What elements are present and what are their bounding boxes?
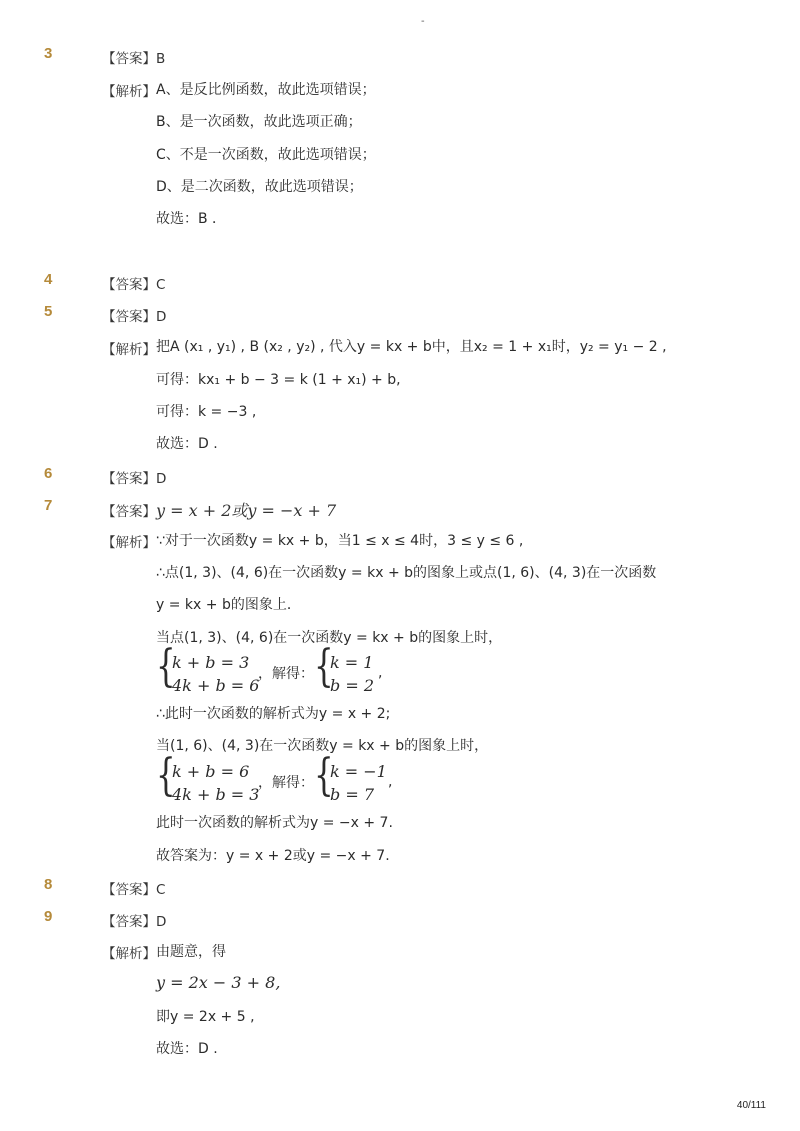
answer-label: 【答案】 (102, 309, 156, 325)
answer-value: y = x + 2或y = −x + 7 (156, 501, 337, 520)
system2-eq1: k + b = 6 (172, 762, 250, 781)
answer-value: D (156, 914, 167, 930)
system2-eq2: 4k + b = 3 (172, 785, 260, 804)
question-number-9: 9 (44, 908, 53, 925)
question-number-4: 4 (44, 271, 53, 288)
q3-analysis-line-2: B、是一次函数，故此选项正确； (156, 114, 362, 130)
q9-analysis-line-1: 由题意，得 (156, 944, 226, 960)
system2-sol2: b = 7 (330, 785, 374, 804)
system1-tail: , (378, 665, 383, 681)
analysis-label-3: 【解析】 (102, 84, 156, 100)
question-number-5: 5 (44, 303, 53, 320)
answer-row-7 (102, 498, 336, 521)
analysis-label-5: 【解析】 (102, 342, 156, 358)
answer-value: B (156, 51, 166, 67)
q3-analysis-line-3: C、不是一次函数，故此选项错误； (156, 147, 376, 163)
q9-analysis-line-4: 故选：D . (156, 1041, 218, 1057)
system2-sol1: k = −1 (330, 762, 387, 781)
system1-solve-text: ，解得： (258, 666, 314, 682)
answer-value: C (156, 277, 166, 293)
answer-label: 【答案】 (102, 51, 156, 67)
q7-analysis-line-6: 当(1, 6)、(4, 3)在一次函数y = kx + b的图象上时， (156, 738, 489, 754)
top-mark: - (421, 16, 425, 27)
q5-analysis-line-2: 可得：kx₁ + b − 3 = k (1 + x₁) + b, (156, 372, 401, 388)
q3-analysis-line-1: A、是反比例函数，故此选项错误； (156, 82, 376, 98)
system1-sol2: b = 2 (330, 676, 374, 695)
q7-analysis-line-1: ∵对于一次函数y = kx + b，当1 ≤ x ≤ 4时，3 ≤ y ≤ 6 , (156, 533, 524, 549)
left-brace: { (156, 641, 176, 692)
answer-row-4 (102, 273, 165, 293)
answer-row-3 (102, 47, 165, 67)
system1-eq1: k + b = 3 (172, 653, 250, 672)
page-number: 40/111 (736, 1100, 766, 1111)
system2-tail: , (388, 774, 393, 790)
answer-label: 【答案】 (102, 504, 156, 520)
answer-label: 【答案】 (102, 277, 156, 293)
q5-analysis-line-4: 故选：D . (156, 436, 218, 452)
answer-label: 【答案】 (102, 914, 156, 930)
q3-analysis-line-5: 故选：B ． (156, 211, 227, 227)
question-number-6: 6 (44, 465, 53, 482)
system2-solve-text: ，解得： (258, 775, 314, 791)
answer-value: C (156, 882, 166, 898)
left-brace: { (156, 750, 176, 801)
q7-analysis-line-5: ∴此时一次函数的解析式为y = x + 2; (156, 706, 391, 722)
analysis-label-7: 【解析】 (102, 535, 156, 551)
question-number-3: 3 (44, 45, 53, 62)
q9-analysis-line-2: y = 2x − 3 + 8, (156, 973, 281, 992)
answer-value: D (156, 471, 167, 487)
q5-analysis-line-3: 可得：k = −3 , (156, 404, 257, 420)
question-number-7: 7 (44, 497, 53, 514)
q7-analysis-line-2: ∴点(1, 3)、(4, 6)在一次函数y = kx + b的图象上或点(1, 6)、(4, 3)在一次函数 (156, 565, 657, 581)
answer-label: 【答案】 (102, 882, 156, 898)
left-brace: { (314, 641, 334, 692)
q7-analysis-line-7: 此时一次函数的解析式为y = −x + 7. (156, 815, 393, 831)
system1-sol1: k = 1 (330, 653, 374, 672)
q9-analysis-line-3: 即y = 2x + 5 , (156, 1009, 255, 1025)
q3-analysis-line-4: D、是二次函数，故此选项错误； (156, 179, 363, 195)
question-number-8: 8 (44, 876, 53, 893)
answer-row-6 (102, 467, 166, 487)
answer-value: D (156, 309, 167, 325)
q7-analysis-line-8: 故答案为：y = x + 2或y = −x + 7. (156, 848, 390, 864)
system1-eq2: 4k + b = 6 (172, 676, 260, 695)
answer-row-9 (102, 910, 166, 930)
answer-row-5 (102, 305, 166, 325)
q7-analysis-line-3: y = kx + b的图象上． (156, 597, 301, 613)
answer-label: 【答案】 (102, 471, 156, 487)
left-brace: { (314, 750, 334, 801)
answer-row-8 (102, 878, 165, 898)
analysis-label-9: 【解析】 (102, 946, 156, 962)
q7-analysis-line-4: 当点(1, 3)、(4, 6)在一次函数y = kx + b的图象上时， (156, 630, 503, 646)
q5-analysis-line-1: 把A (x₁ , y₁) , B (x₂ , y₂) , 代入y = kx + b中，且x₂ = 1 + x₁时，y₂ = y₁ − 2 , (156, 339, 667, 355)
